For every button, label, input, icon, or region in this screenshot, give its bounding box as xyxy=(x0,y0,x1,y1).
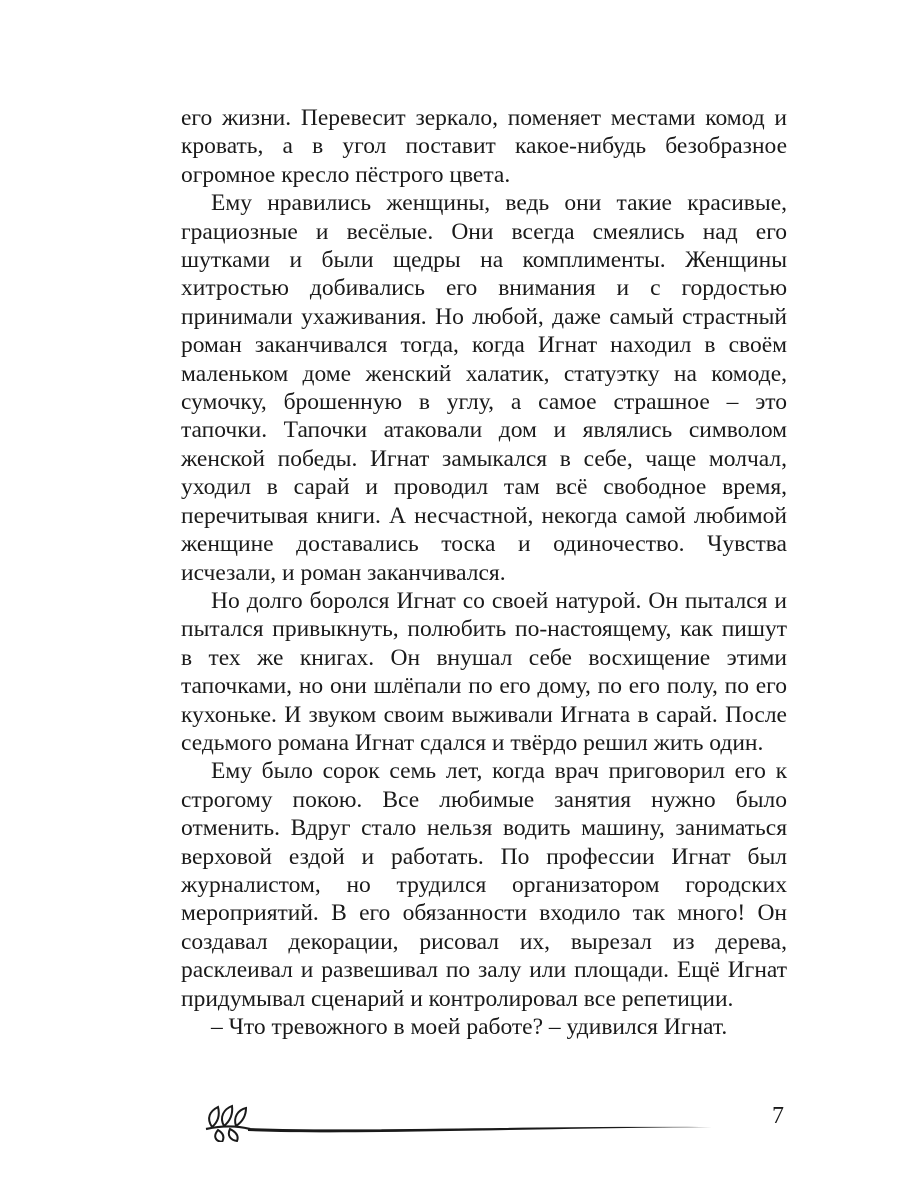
page-number: 7 xyxy=(772,1103,784,1129)
page-footer xyxy=(0,1090,900,1150)
paragraph-4: Ему было сорок семь лет, когда врач приговорил его к строгому покою. Все любимые занятия нужно было отменить. Вдруг стало нельзя водить машину, заниматься верховой ездой и работать. По профессии Игнат был журналистом, но трудился организатором городских мероприятий. В его обязанности входило так много! Он создавал декорации, рисовал их, вырезал из дерева, расклеивал и развешивал по залу или площади. Ещё Игнат придумывал сценарий и контролировал все репетиции. xyxy=(181,758,787,1012)
paragraph-5: – Что тревожного в моей работе? – удивился Игнат. xyxy=(211,1014,728,1040)
paragraph-3: Но долго боролся Игнат со своей натурой. Он пытался и пытался привыкнуть, полюбить по-настоящему, как пишут в тех же книгах. Он внушал себе восхищение этими тапочками, но они шлёпали по его дому, по его полу, по его кухоньке. И звуком своим выживали Игната в сарай. После седьмого романа Игнат сдался и твёрдо решил жить один. xyxy=(181,587,787,756)
body-text xyxy=(181,104,787,1041)
paragraph-2: Ему нравились женщины, ведь они такие красивые, грациозные и весёлые. Они всегда смеялись над его шутками и были щедры на комплименты. Женщины хитростью добивались его внимания и с гордостью принимали ухаживания. Но любой, даже самый страстный роман заканчивался тогда, когда Игнат находил в своём маленьком доме женский халатик, статуэтку на комоде, сумочку, брошенную в углу, а самое страшное – это тапочки. Тапочки атаковали дом и являлись символом женской победы. Игнат замыкался в себе, чаще молчал, уходил в сарай и проводил там всё свободное время, перечитывая книги. А несчастной, некогда самой любимой женщине доставались тоска и одиночество. Чувства исчезали, и роман заканчивался. xyxy=(181,190,787,586)
paragraph-1: его жизни. Перевесит зеркало, поменяет местами комод и кровать, а в угол поставит какое-нибудь безобразное огромное кресло пёстрого цвета. xyxy=(181,105,787,188)
leaf-ornament-icon xyxy=(200,1098,720,1142)
